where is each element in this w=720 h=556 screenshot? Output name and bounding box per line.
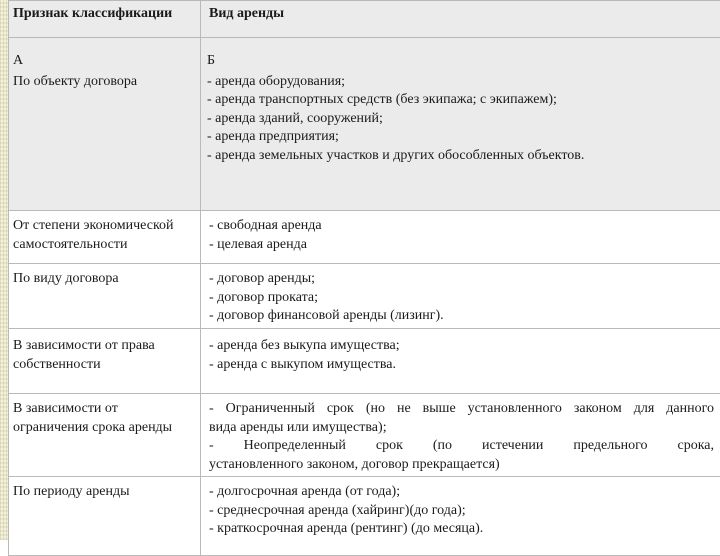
lease-types-cell xyxy=(201,477,720,556)
header-criterion: Признак классификации xyxy=(9,1,201,38)
criterion-text: От степени экономической самостоятельности xyxy=(9,211,201,264)
list-item: - договор финансовой аренды (лизинг). xyxy=(209,307,714,326)
table-row xyxy=(9,394,720,477)
list-item: - аренда с выкупом имущества. xyxy=(209,356,714,375)
list-item: - аренда транспортных средств (без экипажа; с экипажем); xyxy=(207,91,714,110)
criterion-text: По виду договора xyxy=(9,264,201,329)
lease-classification-table xyxy=(8,0,720,556)
decorative-left-strip xyxy=(0,0,8,540)
lease-types-cell xyxy=(201,264,720,329)
list-item: - договор аренды; xyxy=(209,270,714,289)
table-row xyxy=(9,329,720,394)
list-item: - аренда земельных участков и других обособленных объектов. xyxy=(207,147,714,166)
list-item: - долгосрочная аренда (от года); xyxy=(209,483,714,502)
list-item: установленного законом, договор прекращается) xyxy=(209,456,714,475)
list-item: вида аренды или имущества); xyxy=(209,419,714,438)
table-row xyxy=(9,38,720,211)
list-item: - аренда без выкупа имущества; xyxy=(209,337,714,356)
list-item: - целевая аренда xyxy=(209,236,714,255)
list-item: - аренда оборудования; xyxy=(207,73,714,92)
list-item: - аренда предприятия; xyxy=(207,128,714,147)
list-item: - свободная аренда xyxy=(209,217,714,236)
list-item: - договор проката; xyxy=(209,289,714,308)
table-header-row xyxy=(9,1,720,38)
list-item: - среднесрочная аренда (хайринг)(до года); xyxy=(209,502,714,521)
list-item: - аренда зданий, сооружений; xyxy=(207,110,714,129)
criterion-cell xyxy=(9,38,201,211)
table-row xyxy=(9,211,720,264)
table-row xyxy=(9,264,720,329)
list-item: - краткосрочная аренда (рентинг) (до месяца). xyxy=(209,520,714,539)
criterion-text: В зависимости от ограничения срока аренды xyxy=(9,394,201,477)
table-row xyxy=(9,477,720,556)
lease-types-cell xyxy=(201,38,720,211)
list-item: - Неопределенный срок (по истечении предельного срока, xyxy=(209,437,714,456)
criterion-text: По объекту договора xyxy=(13,74,137,89)
lease-types-cell xyxy=(201,329,720,394)
lease-types-cell xyxy=(201,394,720,477)
column-letter-b: Б xyxy=(207,52,714,71)
header-lease-type: Вид аренды xyxy=(201,1,720,38)
lease-types-cell xyxy=(201,211,720,264)
criterion-text: По периоду аренды xyxy=(9,477,201,556)
list-item: - Ограниченный срок (но не выше установленного законом для данного xyxy=(209,400,714,419)
criterion-text: В зависимости от права собственности xyxy=(9,329,201,394)
column-letter-a: А xyxy=(13,52,196,71)
